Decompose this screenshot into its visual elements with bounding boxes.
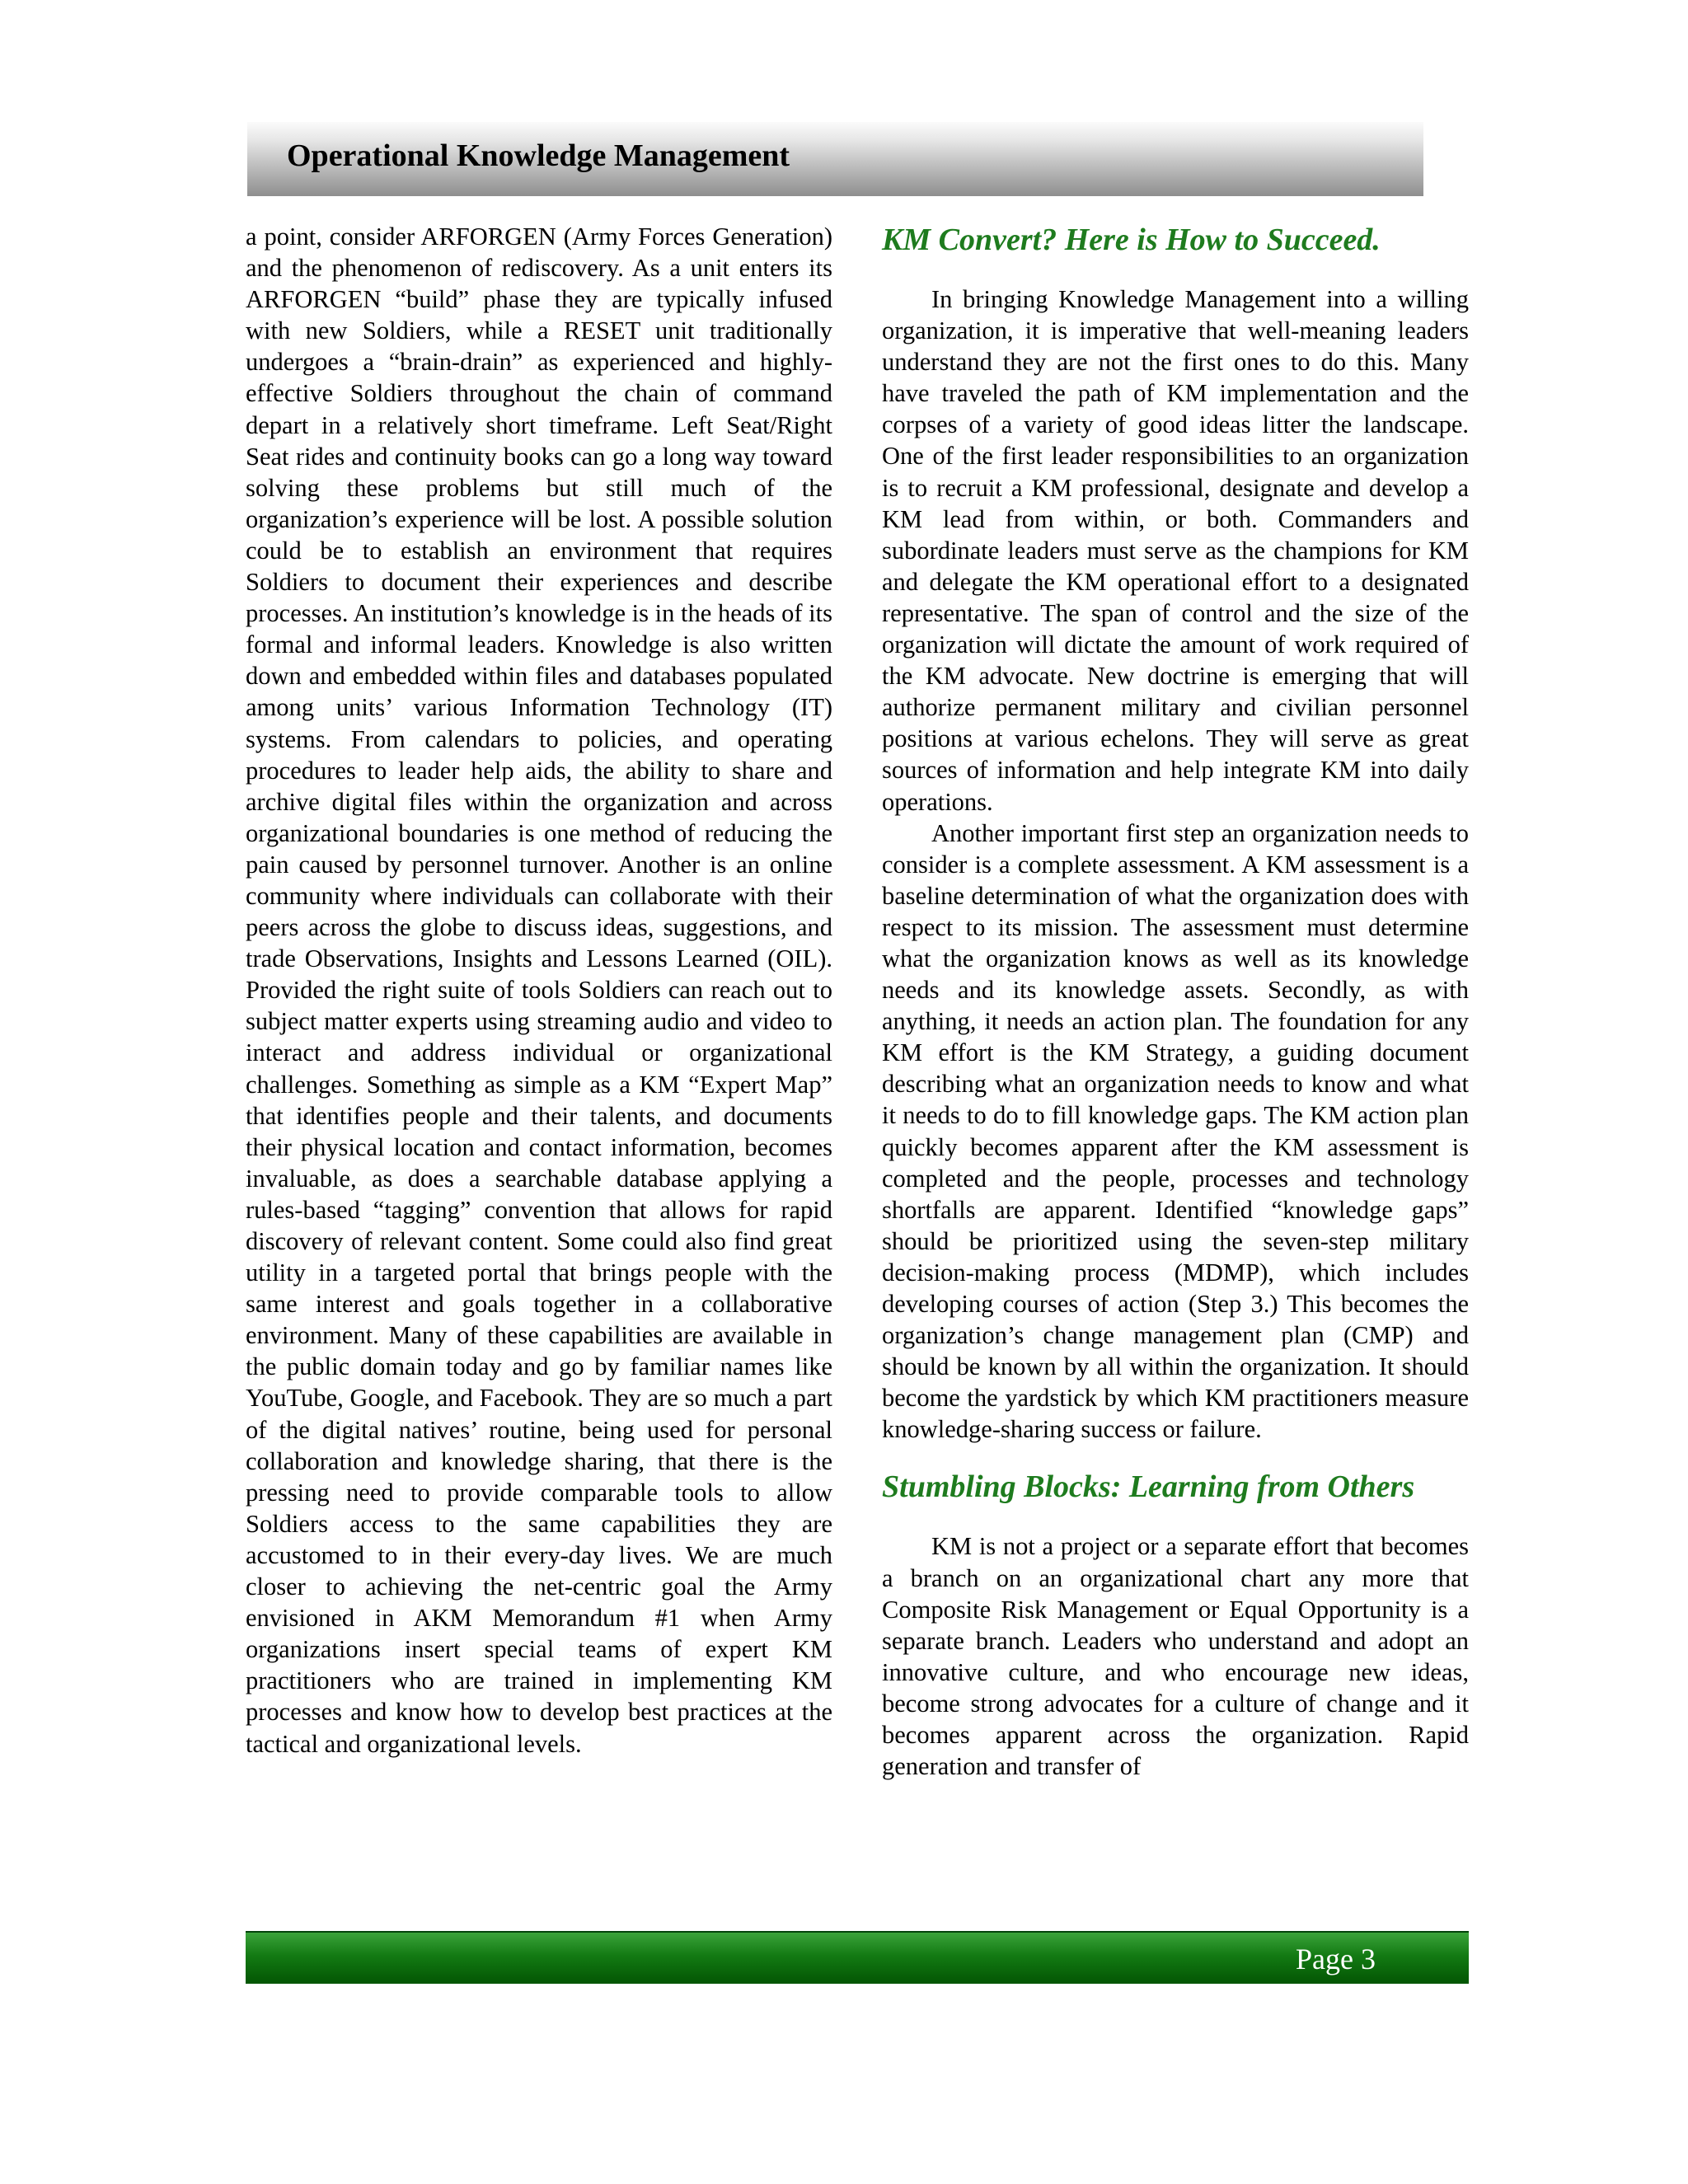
article-continuation-paragraph: a point, consider ARFORGEN (Army Forces Generation) and the phenomenon of rediscovery. As a unit enters its ARFORGEN “build” phase they are typically infused with new Soldiers, while a RESET unit traditionally undergoes a “brain-drain” as experienced and highly- effective Soldiers throughout the chain of command depart in a relatively short timeframe. Left Seat/Right Seat rides and continuity books can go a long way toward solving these problems but still much of the organization’s experience will be lost. A possible solution could be to establish an environment that requires Soldiers to document their experiences and describe processes. An institution’s knowledge is in the heads of its formal and informal leaders. Knowledge is also written down and embedded within files and databases populated among units’ various Information Technology (IT) systems. From calendars to policies, and operating procedures to leader help aids, the ability to share and archive digital files within the organization and across organizational boundaries is one method of reducing the pain caused by personnel turnover. Another is an online community where individuals can collaborate with their peers across the globe to discuss ideas, suggestions, and trade Observations, Insights and Lessons Learned (OIL). Provided the right suite of tools Soldiers can reach out to subject matter experts using streaming audio and video to interact and address individual or organizational challenges. Something as simple as a KM “Expert Map” that identifies people and their talents, and documents their physical location and contact information, becomes invaluable, as does a searchable database applying a rules-based “tagging” convention that allows for rapid discovery of relevant content. Some could also find great utility in a targeted portal that brings people with the same interest and goals together in a collaborative environment. Many of these capabilities are available in the public domain today and go by familiar names like YouTube, Google, and Facebook. They are so much a part of the digital natives’ routine, being used for personal collaboration and knowledge sharing, that there is the pressing need to provide comparable tools to allow Soldiers access to the same capabilities they are accustomed to in their every-day lives. We are much closer to achieving the net-centric goal the Army envisioned in AKM Memorandum #1 when Army organizations insert special teams of expert KM practitioners who are trained in implementing KM processes and know how to develop best practices at the tactical and organizational levels. [246,223,832,1758]
left-column [246,221,832,1760]
page-footer-bar [246,1931,1469,1984]
page-number: Page 3 [1296,1943,1376,1975]
paragraph-stumbling-blocks-1: KM is not a project or a separate effort that becomes a branch on an organizational chart any more that Composite Risk Management or Equal Opportunity is a separate branch. Leaders who understand and adopt an innovative culture, and who encourage new ideas, become strong advocates for a culture of change and it becomes apparent across the organization. Rapid generation and transfer of [882,1532,1469,1781]
newsletter-title: Operational Knowledge Management [287,138,790,173]
section-heading-km-convert: KM Convert? Here is How to Succeed. [882,223,1381,257]
right-column [882,221,1469,1782]
paragraph-km-convert-1: In bringing Knowledge Management into a willing organization, it is imperative that well-meaning leaders understand they are not the first ones to do this. Many have traveled the path of KM implementation and the corpses of a variety of good ideas litter the landscape. One of the first leader responsibilities to an organization is to recruit a KM professional, designate and develop a KM lead from within, or both. Commanders and subordinate leaders must serve as the champions for KM and delegate the KM operational effort to a designated representative. The span of control and the size of the organization will dictate the amount of work required of the KM advocate. New doctrine is emerging that will authorize permanent military and civilian personnel positions at various echelons. They will serve as great sources of information and help integrate KM into daily operations. [882,285,1469,816]
page-header-bar [247,122,1423,196]
section-heading-stumbling-blocks: Stumbling Blocks: Learning from Others [882,1469,1415,1505]
paragraph-km-convert-2: Another important first step an organization needs to consider is a complete assessment. A KM assessment is a baseline determination of what the organization does with respect to its mission. The assessment must determine what the organization knows as well as its knowledge needs and its knowledge assets. Secondly, as with anything, it needs an action plan. The foundation for any KM effort is the KM Strategy, a guiding document describing what an organization needs to know and what it needs to do to fill knowledge gaps. The KM action plan quickly becomes apparent after the KM assessment is completed and the people, processes and technology shortfalls are apparent. Identified “knowledge gaps” should be prioritized using the seven-step military decision-making process (MDMP), which includes developing courses of action (Step 3.) This becomes the organization’s change management plan (CMP) and should be known by all within the organization. It should become the yardstick by which KM practitioners measure knowledge-sharing success or failure. [882,818,1469,1444]
